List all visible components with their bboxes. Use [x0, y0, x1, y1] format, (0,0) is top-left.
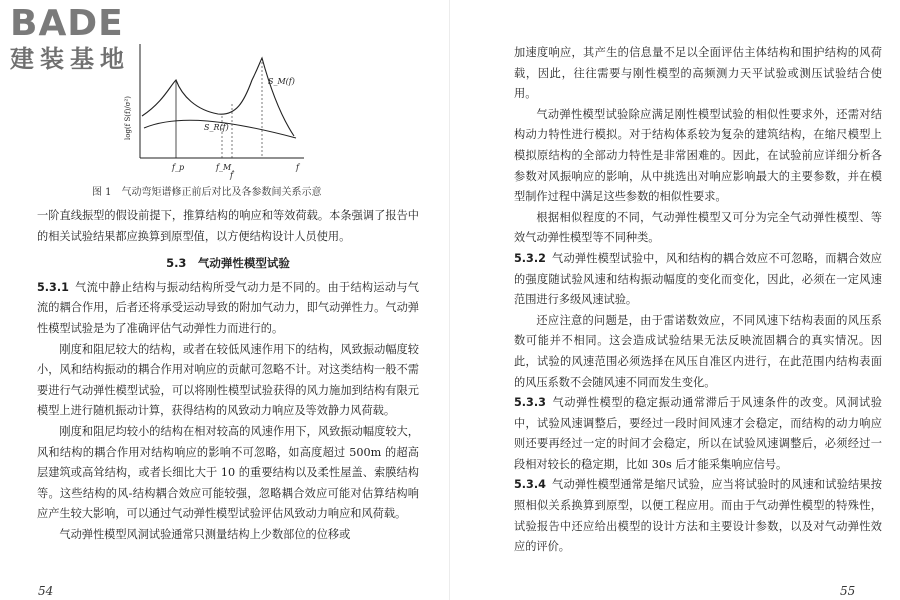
clause-number: 5.3.1: [37, 280, 69, 294]
paragraph: 刚度和阻尼较大的结构，或者在较低风速作用下的结构，风致振动幅度较小，风和结构振动的耦合作用对响应的贡献可忽略不计。对这类结构一般不需要进行气动弹性模型试验，可以将刚性模型试验获得的风力施加到结构有限元模型上进行随机振动计算，获得结构的风致动力响应及等效静力风荷载。: [37, 342, 419, 418]
left-text-column: [37, 206, 419, 546]
paragraph: 一阶直线振型的假设前提下，推算结构的响应和等效荷载。本条强调了报告中的相关试验结果都应换算到原型值，以方便结构设计人员使用。: [37, 209, 419, 243]
x-label-fhat: f̂: [230, 171, 233, 180]
right-text-column: [514, 43, 882, 558]
clause-text: 气动弹性模型试验中，风和结构的耦合效应不可忽略，而耦合效应的强度随试验风速和结构振动幅度的变化而变化，因此，必须在一定风速范围进行多级风速试验。: [514, 251, 882, 307]
curve-label-sr: S_R(f): [204, 123, 229, 132]
page-number: 55: [840, 584, 856, 598]
paragraph: 气动弹性模型试验除应满足刚性模型试验的相似性要求外，还需对结构动力特性进行模拟。对于结构体系较为复杂的建筑结构，在缩尺模型上模拟原结构的全部动力特性是非常困难的。因此，在试验前应详细分析各参数对风振响应的影响，从中挑选出对响应影响最大的主要参数，并在模型制作过程中满足这些参数的相似性要求。: [514, 107, 882, 204]
clause-number: 5.3.2: [514, 251, 546, 265]
x-label-fp: f_p: [172, 163, 185, 172]
spectrum-figure: [118, 40, 308, 184]
paragraph: 根据相似程度的不同，气动弹性模型又可分为完全气动弹性模型、等效气动弹性模型等不同种类。: [514, 210, 882, 245]
clause-5-3-2: [514, 249, 882, 311]
clause-5-3-1: [37, 278, 419, 340]
paragraph: 气动弹性模型风洞试验通常只测量结构上少数部位的位移或: [59, 527, 351, 541]
section-title: 5.3 气动弹性模型试验: [166, 256, 290, 271]
page-number: 54: [38, 584, 54, 598]
clause-text: 气动弹性模型的稳定振动通常滞后于风速条件的改变。风洞试验中，试验风速调整后，要经过一段时间风速才会稳定，而结构的动力响应则还要再经过一定的时间才会稳定，所以在试验风速调整后，必须经过一段相对较长的稳定期，比如 30s 后才能采集响应信号。: [514, 396, 882, 471]
paragraph: 加速度响应，其产生的信息量不足以全面评估主体结构和围护结构的风荷载，因此，往往需要与刚性模型的高频测力天平试验或测压试验结合使用。: [514, 46, 882, 101]
y-axis-label: log(f S(f)/σ²): [124, 95, 132, 140]
clause-5-3-3: [514, 393, 882, 475]
clause-number: 5.3.3: [514, 396, 546, 410]
paragraph: 还应注意的问题是，由于雷诺数效应，不同风速下结构表面的风压系数可能并不相同。这会造成试验结果无法反映流固耦合的真实情况。因此，试验的风速范围必须选择在风压自准区内进行，在此范围内结构表面的风压系数不会随风速不同而发生变化。: [514, 313, 882, 389]
clause-5-3-4: [514, 475, 882, 557]
x-label-fm: f_M: [216, 163, 232, 172]
right-page: [450, 0, 900, 600]
paragraph: 刚度和阻尼均较小的结构在相对较高的风速作用下，风致振动幅度较大，风和结构的耦合作用对结构响应的影响不可忽略，如高度超过 500m 的超高层建筑或高耸结构，或者长细比大于 10 的重要结构以及柔性屋盖、索膜结构等。这些结构的风-结构耦合效应可能较强，忽略耦合效应可能对估算结构响应产生较大影响，可以通过气动弹性模型试验评估风致动力响应和风荷载。: [37, 424, 419, 521]
logo-sub-text: 建装基地: [10, 45, 130, 73]
clause-number: 5.3.4: [514, 478, 546, 492]
figure-caption: 图 1 气动弯矩谱修正前后对比及各参数间关系示意: [92, 187, 322, 198]
clause-text: 气动弹性模型通常是缩尺试验，应当将试验时的风速和试验结果按照相似关系换算到原型，以便工程应用。而由于气动弹性模型的特殊性，试验报告中还应给出模型的设计方法和主要设计参数，以及对气动弹性效应的评价。: [514, 478, 882, 554]
logo-main-text: BADE: [10, 3, 124, 44]
spectrum-chart: [118, 40, 308, 180]
x-label-f: f: [296, 163, 299, 172]
curve-label-sm: S_M(f): [268, 77, 295, 86]
clause-text: 气流中静止结构与振动结构所受气动力是不同的。由于结构运动与气流的耦合作用，后者还将承受运动导致的附加气动力，即气动弹性力。气动弹性模型试验是为了准确评估气动弹性力而进行的。: [37, 280, 419, 335]
